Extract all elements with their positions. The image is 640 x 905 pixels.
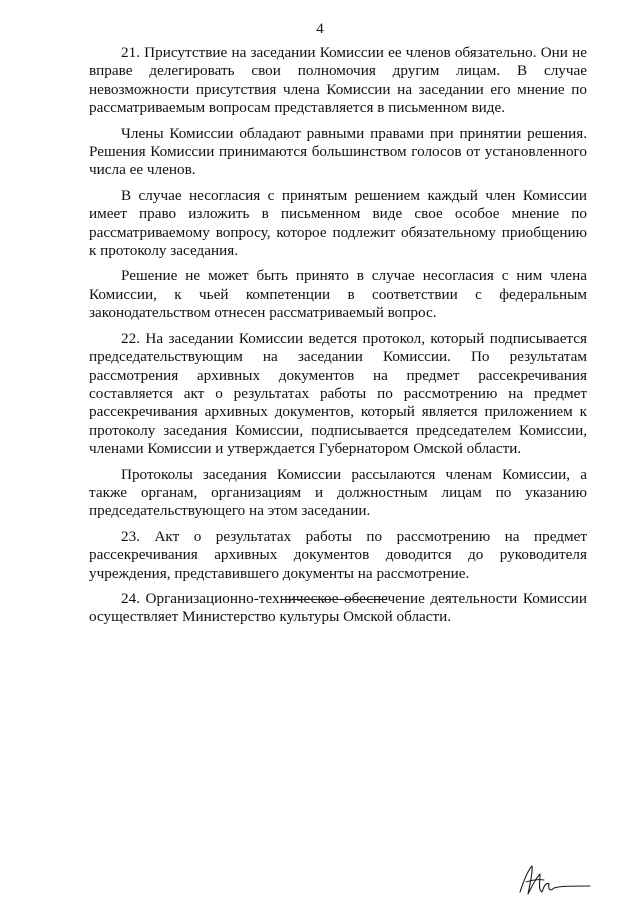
handwritten-signature xyxy=(516,862,596,898)
paragraph-21: 21. Присутствие на заседании Комиссии ее членов обязательно. Они не вправе делегировать свои полномочия другим лицам. В случае невозможности присутствия члена Комиссии на заседании его мнение по рассматриваемым вопросам представляется в письменном виде. xyxy=(89,44,587,117)
closing-divider xyxy=(281,599,387,600)
paragraph-protocols: Протоколы заседания Комиссии рассылаются членам Комиссии, а также органам, организациям и должностным лицам по указанию председательствующего на этом заседании. xyxy=(89,465,587,520)
paragraph-24: 24. Организационно-техническое обеспечение деятельности Комиссии осуществляет Министерство культуры Омской области. xyxy=(89,589,587,626)
paragraph-22: 22. На заседании Комиссии ведется протокол, который подписывается председательствующим на заседании Комиссии. По результатам рассмотрения архивных документов на предмет рассекречивания составляется акт о результатах работы по рассмотрению на предмет рассекречивания архивных документов, который является приложением к протоколу заседания Комиссии, подписывается председателем Комиссии, членами Комиссии и утверждается Губернатором Омской области. xyxy=(89,329,587,458)
page-number: 4 xyxy=(316,21,324,37)
document-body xyxy=(89,44,587,634)
paragraph-dissent: В случае несогласия с принятым решением каждый член Комиссии имеет право изложить в письменном виде свое особое мнение по рассматриваемому вопросу, которое подлежит обязательному приобщению к протоколу заседания. xyxy=(89,186,587,260)
paragraph-equal-rights: Члены Комиссии обладают равными правами при принятии решения. Решения Комиссии принимаются большинством голосов от установленного числа ее членов. xyxy=(89,124,587,179)
paragraph-23: 23. Акт о результатах работы по рассмотрению на предмет рассекречивания архивных документов доводится до руководителя учреждения, представившего документы на рассмотрение. xyxy=(89,527,587,582)
paragraph-competence: Решение не может быть принято в случае несогласия с ним члена Комиссии, к чьей компетенции в соответствии с федеральным законодательством отнесен рассматриваемый вопрос. xyxy=(89,267,587,322)
